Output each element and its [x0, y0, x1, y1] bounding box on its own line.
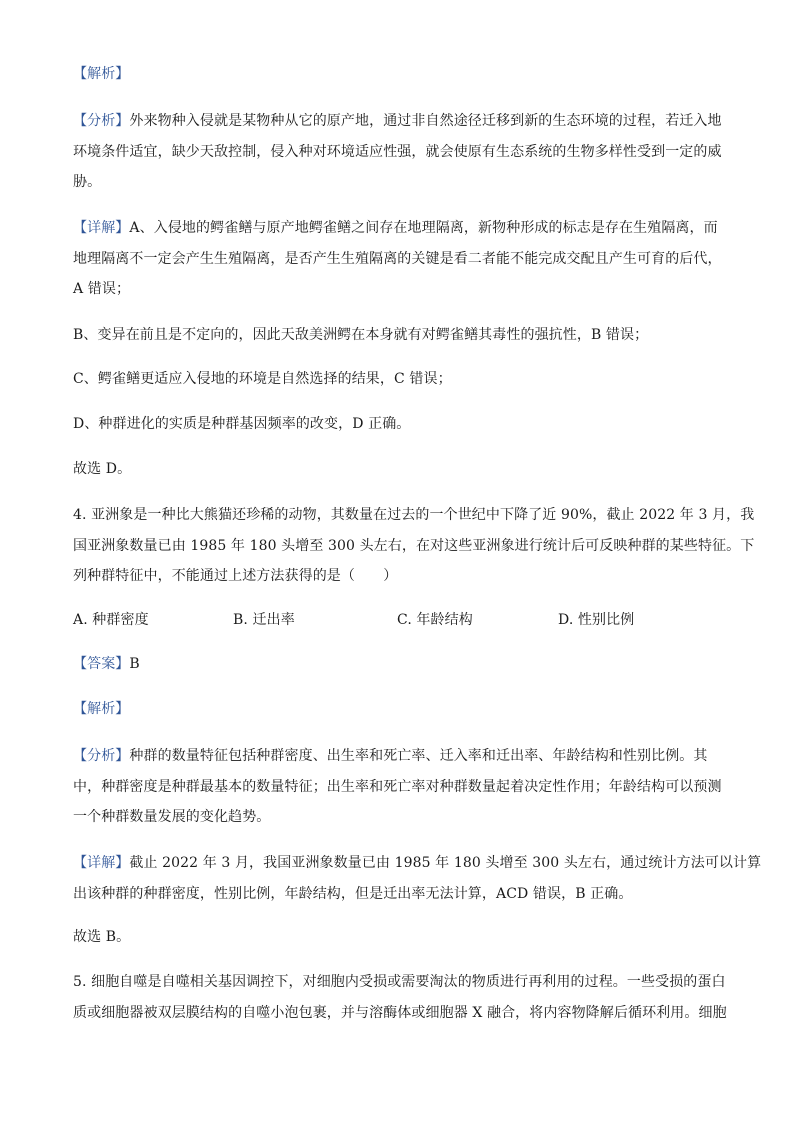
text-line: 4. 亚洲象是一种比大熊猫还珍稀的动物，其数量在过去的一个世纪中下降了近 90%，截止 2022 年 3 月，我: [73, 507, 755, 523]
question-4: [73, 500, 755, 592]
fenxi-paragraph-1: [73, 106, 734, 198]
fenxi-paragraph-2: [73, 741, 734, 833]
text-line: 中，种群密度是种群最基本的数量特征；出生率和死亡率对种群数量起着决定性作用；年龄结构可以预测: [73, 778, 722, 795]
option-c: C. 年龄结构: [397, 612, 473, 628]
text-line: 质或细胞器被双层膜结构的自噬小泡包裹，并与溶酶体或细胞器 X 融合，将内容物降解后循环利用。细胞: [73, 1004, 727, 1021]
analysis-heading-2: [73, 694, 734, 725]
text-line: A 错误；: [73, 281, 131, 297]
text-line: 列种群特征中，不能通过上述方法获得的是（ ）: [73, 568, 398, 584]
analysis-heading-1: [73, 59, 734, 90]
text-line: 一个种群数量发展的变化趋势。: [73, 809, 271, 825]
text-line: 环境条件适宜，缺少天敌控制，侵入种对环境适应性强，就会使原有生态系统的生物多样性受到一定的威: [73, 143, 722, 160]
option-a: A. 种群密度: [73, 612, 149, 628]
text-line: 截止 2022 年 3 月，我国亚洲象数量已由 1985 年 180 头增至 300 头左右，通过统计方法可以计算: [129, 855, 762, 871]
fenxi-tag: 【分析】: [73, 748, 130, 764]
text-line: 外来物种入侵就是某物种从它的原产地，通过非自然途径迁移到新的生态环境的过程，若迁入地: [129, 113, 722, 129]
text-line: 种群的数量特征包括种群密度、出生率和死亡率、迁入率和迁出率、年龄结构和性别比例。其: [129, 748, 708, 764]
analysis-tag: 【解析】: [73, 701, 130, 717]
option-b: B. 迁出率: [233, 612, 295, 628]
text-line: 5. 细胞自噬是自噬相关基因调控下，对细胞内受损或需要淘汰的物质进行再利用的过程。一些受损的蛋白: [73, 974, 726, 990]
text-line: A、入侵地的鳄雀鳝与原产地鳄雀鳝之间存在地理隔离，新物种形成的标志是存在生殖隔离，而: [129, 220, 718, 236]
fenxi-tag: 【分析】: [73, 113, 130, 129]
option-d: D. 性别比例: [558, 612, 635, 628]
question-4-options: [73, 605, 734, 635]
option-b-explanation: B、变异在前且是不定向的，因此天敌美洲鳄在本身就有对鳄雀鳝其毒性的强抗性，B 错误；: [73, 327, 649, 343]
answer-value: B: [129, 656, 140, 672]
xiangjie-paragraph-1: [73, 213, 734, 305]
text-line: 国亚洲象数量已由 1985 年 180 头增至 300 头左右，在对这些亚洲象进行统计后可反映种群的某些特征。下: [73, 537, 755, 554]
option-c-explanation: C、鳄雀鳝更适应入侵地的环境是自然选择的结果，C 错误；: [73, 371, 452, 387]
xiangjie-tag: 【详解】: [73, 220, 130, 236]
option-d-explanation: D、种群进化的实质是种群基因频率的改变，D 正确。: [73, 416, 411, 432]
xiangjie-tag: 【详解】: [73, 855, 130, 871]
text-line: 地理隔离不一定会产生生殖隔离，是否产生生殖隔离的关键是看二者能不能完成交配且产生可育的后代，: [73, 250, 722, 267]
answer-line: [73, 649, 734, 680]
answer-tag: 【答案】: [73, 656, 130, 672]
analysis-tag: 【解析】: [73, 66, 130, 82]
question-5: [73, 967, 734, 1028]
xiangjie-paragraph-2: [73, 848, 762, 909]
conclusion-2: 故选 B。: [73, 929, 131, 945]
conclusion-1: 故选 D。: [73, 461, 132, 477]
text-line: 出该种群的种群密度，性别比例，年龄结构，但是迁出率无法计算，ACD 错误，B 正确。: [73, 885, 633, 902]
text-line: 胁。: [73, 174, 102, 190]
